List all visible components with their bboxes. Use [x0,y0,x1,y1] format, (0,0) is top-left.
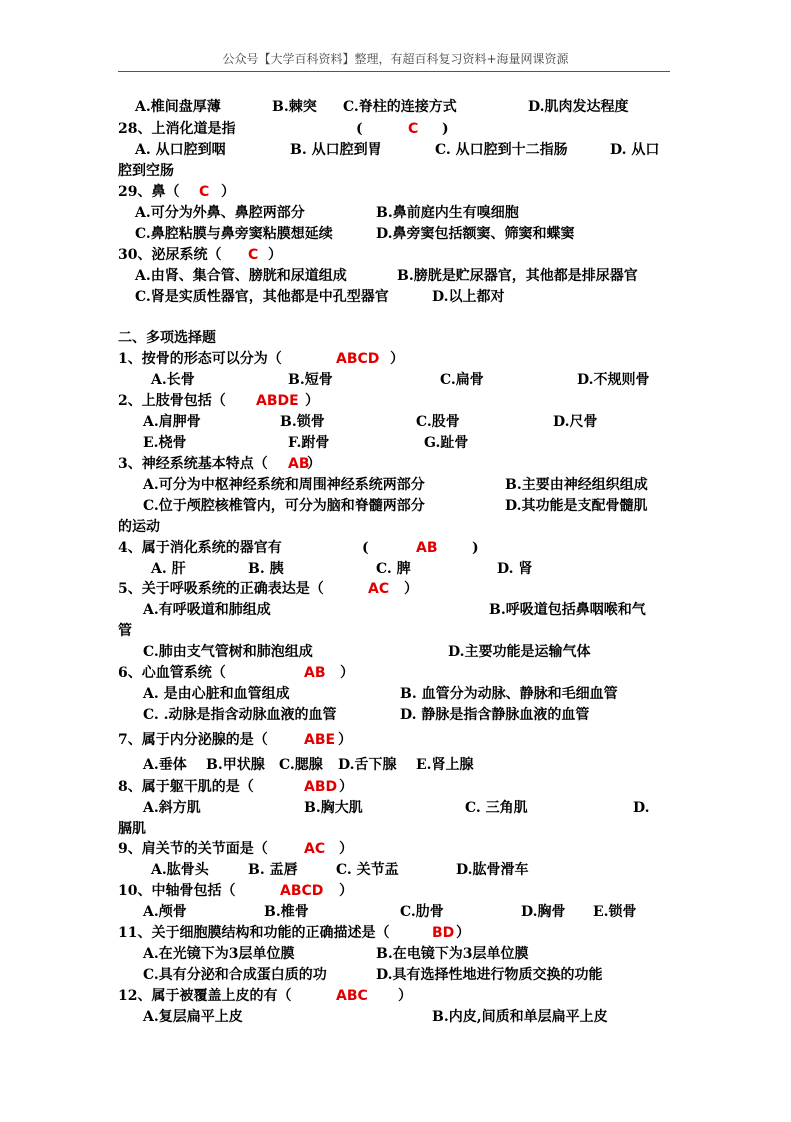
m3-option-d: D.其功能是支配骨髓肌 [505,498,648,514]
m8-option-a: A.斜方肌 [143,800,201,816]
m4-option-b: B. 胰 [248,561,284,577]
m6-answer: AB [304,665,326,681]
m9-close: ） [339,841,353,857]
m7-option-d: D.舌下腺 [338,757,397,773]
q28-open: ( [356,121,363,137]
m7-option-c: C.腮腺 [279,757,323,773]
m2-answer: ABDE [256,393,299,409]
q29-close: ） [221,184,235,200]
q29-option-b: B.鼻前庭内生有嗅细胞 [376,205,519,221]
q27-option-c: C.脊柱的连接方式 [343,99,457,115]
m10-option-d: D.胸骨 [521,904,566,920]
q29-option-c: C.鼻腔粘膜与鼻旁窦粘膜想延续 [135,226,333,242]
m7-option-b: B.甲状腺 [206,757,265,773]
m10-stem: 10、中轴骨包括（ [118,883,236,899]
q29-answer: C [199,184,210,200]
m1-option-d: D.不规则骨 [577,372,650,388]
m3-option-c: C.位于颅腔核椎管内，可分为脑和脊髓两部分 [143,498,425,514]
m7-option-e: E.肾上腺 [416,757,474,773]
m11-option-d: D.具有选择性地进行物质交换的功能 [376,967,603,983]
q28-option-c: C. 从口腔到十二指肠 [435,142,568,158]
q27-option-d: D.肌肉发达程度 [528,99,629,115]
m5-option-b: B.呼吸道包括鼻咽喉和气 [489,602,646,618]
m5-option-a: A.有呼吸道和肺组成 [143,602,271,618]
m2-close: ） [305,393,319,409]
m9-answer: AC [304,841,326,857]
m11-close: ） [456,925,470,941]
m3-wrap: 的运动 [118,519,160,535]
m1-close: ） [390,351,404,367]
m9-option-a: A.肱骨头 [151,862,209,878]
m7-stem: 7、属于内分泌腺的是（ [118,732,268,748]
m7-close: ） [338,732,352,748]
m4-option-a: A. 肝 [151,561,186,577]
section-title: 二、多项选择题 [118,330,216,346]
m12-stem: 12、属于被覆盖上皮的有（ [118,988,292,1004]
m12-answer: ABC [336,988,368,1004]
m8-wrap: 膈肌 [118,821,146,837]
q30-option-c: C.肾是实质性器官，其他都是中孔型器官 [135,289,389,305]
m1-stem: 1、按骨的形态可以分为（ [118,351,282,367]
m4-close: ) [472,540,479,556]
page-header: 公众号【大学百科资料】整理，有超百科复习资料+海量网课资源 [222,52,569,66]
m5-answer: AC [368,581,390,597]
m8-option-b: B.胸大肌 [304,800,363,816]
m5-stem: 5、关于呼吸系统的正确表达是（ [118,581,324,597]
m6-close: ） [340,665,354,681]
m3-option-a: A.可分为中枢神经系统和周围神经系统两部分 [143,477,425,493]
q29-stem: 29、鼻（ [118,184,180,200]
m12-close: ） [398,988,412,1004]
m3-answer: AB [288,456,310,472]
m10-answer: ABCD [280,883,324,899]
m10-option-c: C.肋骨 [400,904,444,920]
q28-wrap: 腔到空肠 [118,163,174,179]
m2-option-b: B.锁骨 [280,414,325,430]
q30-option-b: B.膀胱是贮尿器官，其他都是排尿器官 [397,268,638,284]
m2-option-f: F.跗骨 [288,435,330,451]
q29-option-d: D.鼻旁窦包括额窦、筛窦和蝶窦 [376,226,575,242]
m4-answer: AB [416,540,438,556]
m5-close: ） [404,581,418,597]
m2-option-e: E.桡骨 [143,435,187,451]
m2-option-a: A.肩胛骨 [143,414,201,430]
m8-stem: 8、属于躯干肌的是（ [118,779,254,795]
q30-stem: 30、泌尿系统（ [118,247,222,263]
m1-answer: ABCD [336,351,380,367]
m2-option-d: D.尺骨 [553,414,598,430]
q27-option-a: A.椎间盘厚薄 [135,99,221,115]
q27-option-b: B.棘突 [272,99,317,115]
m4-stem: 4、属于消化系统的器官有 [118,540,282,556]
m6-option-b: B. 血管分为动脉、静脉和毛细血管 [400,686,618,702]
m3-stem: 3、神经系统基本特点（ [118,456,268,472]
q28-option-a: A. 从口腔到咽 [135,142,226,158]
q29-option-a: A.可分为外鼻、鼻腔两部分 [135,205,305,221]
m5-wrap: 管 [118,623,132,639]
m3-close: ） [307,456,321,472]
m2-option-c: C.股骨 [416,414,460,430]
m6-stem: 6、心血管系统（ [118,665,226,681]
m5-option-c: C.肺由支气管树和肺泡组成 [143,644,313,660]
m3-option-b: B.主要由神经组织组成 [505,477,648,493]
m6-option-d: D. 静脉是指含静脉血液的血管 [400,707,590,723]
m4-open: ( [362,540,369,556]
header-rule [118,71,670,72]
q28-stem: 28、上消化道是指 [118,121,236,137]
m11-option-c: C.具有分泌和合成蛋白质的功 [143,967,327,983]
m4-option-d: D. 肾 [497,561,533,577]
m7-answer: ABE [304,732,336,748]
m11-answer: BD [432,925,455,941]
m10-option-a: A.颅骨 [143,904,187,920]
m2-option-g: G.趾骨 [424,435,469,451]
m12-option-b: B.内皮,间质和单层扁平上皮 [432,1009,608,1025]
m8-close: ） [339,779,353,795]
m11-stem: 11、关于细胞膜结构和功能的正确描述是（ [118,925,390,941]
m11-option-a: A.在光镜下为3层单位膜 [143,946,295,962]
m4-option-c: C. 脾 [376,561,411,577]
q30-option-d: D.以上都对 [432,289,505,305]
m2-stem: 2、上肢骨包括（ [118,393,226,409]
q28-close: ) [442,121,449,137]
m9-option-d: D.肱骨滑车 [456,862,529,878]
m8-option-c: C. 三角肌 [465,800,528,816]
m1-option-b: B.短骨 [288,372,333,388]
q28-answer: C [408,121,419,137]
m1-option-a: A.长骨 [151,372,195,388]
m5-option-d: D.主要功能是运输气体 [448,644,591,660]
m6-option-c: C. .动脉是指含动脉血液的血管 [143,707,337,723]
m10-close: ） [339,883,353,899]
q30-option-a: A.由肾、集合管、膀胱和尿道组成 [135,268,347,284]
m9-option-b: B. 盂唇 [248,862,298,878]
m11-option-b: B.在电镜下为3层单位膜 [376,946,529,962]
m1-option-c: C.扁骨 [440,372,484,388]
m10-option-e: E.锁骨 [593,904,637,920]
m10-option-b: B.椎骨 [264,904,309,920]
q30-answer: C [248,247,259,263]
m9-stem: 9、肩关节的关节面是（ [118,841,268,857]
m12-option-a: A.复层扁平上皮 [143,1009,243,1025]
q30-close: ） [268,247,282,263]
q28-option-b: B. 从口腔到胃 [290,142,382,158]
q28-option-d: D. 从口 [610,142,660,158]
m9-option-c: C. 关节盂 [336,862,399,878]
m8-option-d: D. [633,800,650,816]
m6-option-a: A. 是由心脏和血管组成 [143,686,290,702]
m7-option-a: A.垂体 [143,757,187,773]
m8-answer: ABD [304,779,338,795]
